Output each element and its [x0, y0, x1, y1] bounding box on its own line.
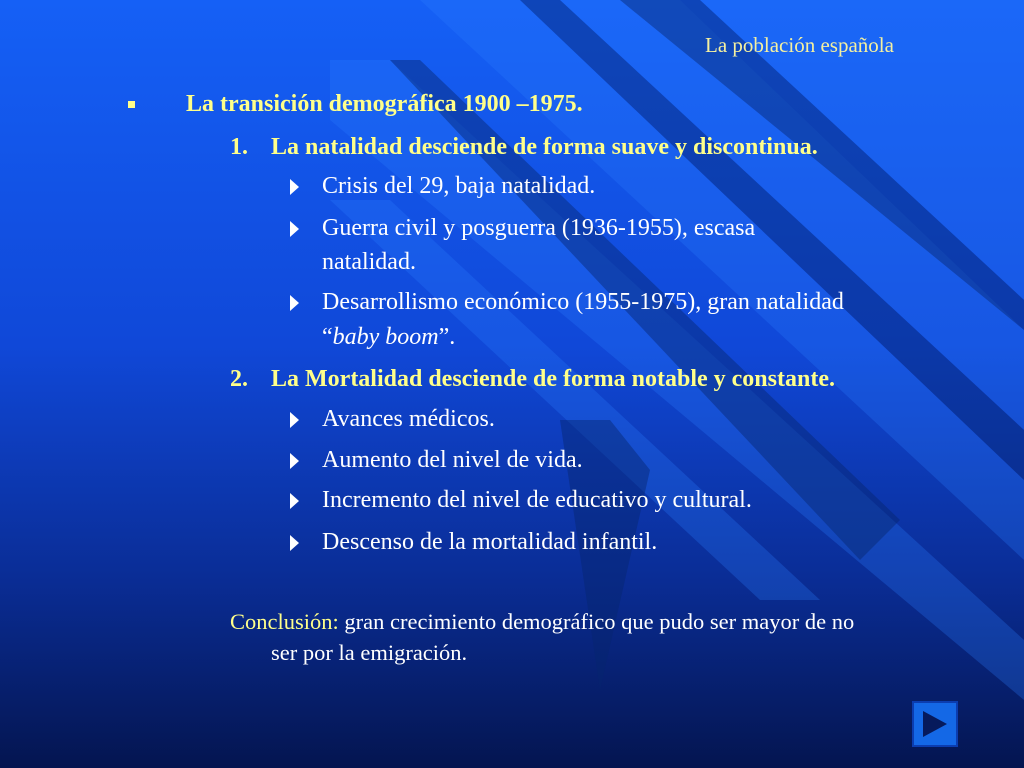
- arrow-bullet-icon: [290, 453, 299, 469]
- arrow-bullet-icon: [290, 412, 299, 428]
- arrow-bullet-icon: [290, 535, 299, 551]
- arrow-bullet-icon: [290, 179, 299, 195]
- square-bullet-icon: [128, 101, 135, 108]
- play-right-icon: [923, 711, 947, 737]
- conclusion-text: gran crecimiento demográfico que pudo ser mayor de no: [338, 609, 855, 634]
- section1-item-3-line2: [322, 324, 455, 351]
- conclusion-label: Conclusión:: [230, 609, 339, 634]
- section1-item-1: Crisis del 29, baja natalidad.: [322, 173, 596, 199]
- section1-item-2-line1: Guerra civil y posguerra (1936-1955), escasa: [322, 215, 756, 241]
- section1-item-2-line2: natalidad.: [322, 249, 416, 275]
- section2-item-2: Aumento del nivel de vida.: [322, 447, 583, 473]
- section2-number: 2.: [230, 366, 248, 392]
- conclusion-line1: [230, 609, 854, 635]
- arrow-bullet-icon: [290, 295, 299, 311]
- section1-item-3-line1: Desarrollismo económico (1955-1975), gran natalidad: [322, 289, 844, 315]
- section2-title: La Mortalidad desciende de forma notable y constante.: [271, 366, 835, 392]
- section1-title: La natalidad desciende de forma suave y discontinua.: [271, 134, 818, 160]
- conclusion-line2: ser por la emigración.: [271, 640, 468, 665]
- arrow-bullet-icon: [290, 493, 299, 509]
- slide-header: La población española: [705, 33, 894, 57]
- arrow-bullet-icon: [290, 221, 299, 237]
- section2-item-3: Incremento del nivel de educativo y cultural.: [322, 487, 752, 513]
- quote-open: “: [322, 324, 333, 350]
- baby-boom-term: baby boom: [332, 324, 439, 350]
- section1-number: 1.: [230, 134, 248, 160]
- quote-close: ”.: [438, 324, 456, 350]
- next-slide-button[interactable]: [912, 701, 958, 747]
- section2-item-4: Descenso de la mortalidad infantil.: [322, 529, 658, 555]
- slide-heading: La transición demográfica 1900 –1975.: [186, 91, 583, 117]
- section2-item-1: Avances médicos.: [322, 406, 495, 432]
